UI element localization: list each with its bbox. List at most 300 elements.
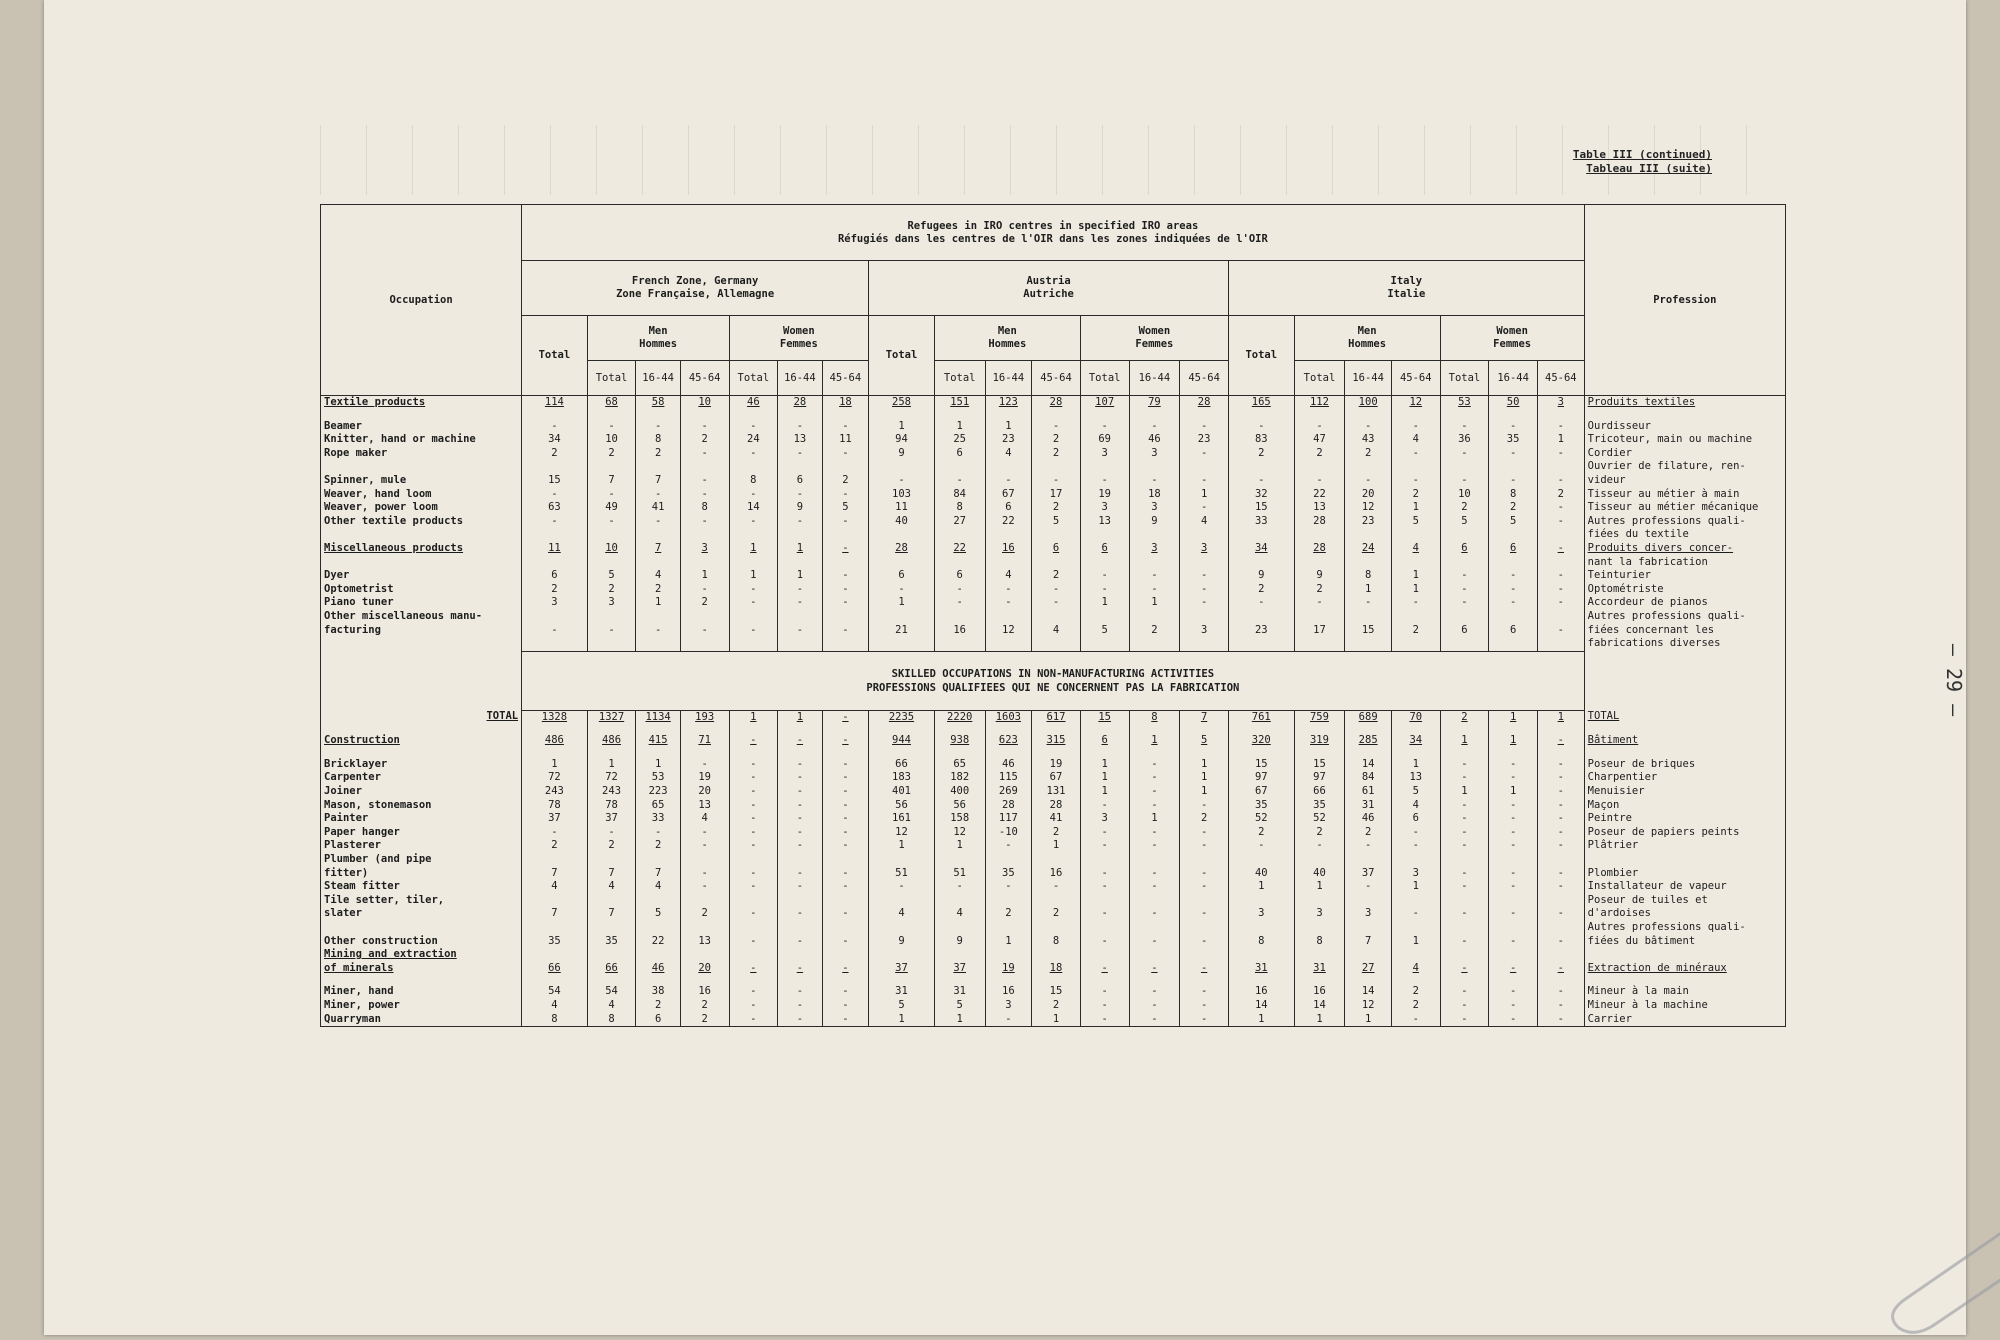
value-cell: 100 xyxy=(1345,396,1392,410)
value-cell xyxy=(1537,460,1584,474)
value-cell: 2 xyxy=(522,839,588,853)
occupation-cell xyxy=(321,1013,522,1027)
value-cell: 72 xyxy=(587,771,636,785)
value-cell xyxy=(729,975,778,985)
value-cell: 56 xyxy=(869,799,935,813)
value-cell xyxy=(778,410,822,420)
value-cell: 1 xyxy=(1129,734,1180,748)
value-cell xyxy=(1345,637,1392,651)
value-cell: -10 xyxy=(985,826,1032,840)
areas-title-fr: Réfugiés dans les centres de l'OIR dans les zones indiquées de l'OIR xyxy=(837,232,1268,245)
value-cell xyxy=(1228,921,1294,935)
value-cell xyxy=(934,921,985,935)
value-cell xyxy=(729,528,778,542)
value-cell: - xyxy=(1489,596,1538,610)
value-cell: 1 xyxy=(1294,1013,1345,1027)
occupation-label: fitter) xyxy=(324,866,369,879)
value-cell: - xyxy=(1489,583,1538,597)
value-cell: 24 xyxy=(1345,542,1392,556)
value-cell: - xyxy=(1489,420,1538,434)
subcol-header: Total xyxy=(934,361,985,396)
value-cell: 23 xyxy=(1180,433,1229,447)
value-cell: - xyxy=(1440,447,1489,461)
value-cell xyxy=(1228,410,1294,420)
occupation-cell xyxy=(321,921,522,935)
value-cell xyxy=(822,853,869,867)
value-cell: 617 xyxy=(1032,710,1081,724)
profession-cell xyxy=(1584,880,1785,894)
profession-cell xyxy=(1584,1013,1785,1027)
value-cell xyxy=(729,637,778,651)
value-cell: - xyxy=(587,515,636,529)
value-cell: 3 xyxy=(522,596,588,610)
value-cell xyxy=(1537,921,1584,935)
value-cell: 6 xyxy=(778,474,822,488)
value-cell: 165 xyxy=(1228,396,1294,410)
value-cell xyxy=(934,975,985,985)
value-cell: 22 xyxy=(985,515,1032,529)
table-row xyxy=(321,420,1786,434)
area-en: Italy xyxy=(1390,275,1423,287)
value-cell: 47 xyxy=(1294,433,1345,447)
value-cell xyxy=(778,460,822,474)
value-cell xyxy=(1032,410,1081,420)
value-cell: - xyxy=(778,812,822,826)
table-row xyxy=(321,724,1786,734)
value-cell xyxy=(822,921,869,935)
value-cell: - xyxy=(1489,907,1538,921)
occupation-cell xyxy=(321,880,522,894)
profession-label: Teinturier xyxy=(1587,569,1651,582)
value-cell xyxy=(778,853,822,867)
value-cell xyxy=(934,610,985,624)
value-cell: - xyxy=(729,596,778,610)
value-cell: 17 xyxy=(1032,488,1081,502)
value-cell xyxy=(1032,921,1081,935)
value-cell: - xyxy=(822,488,869,502)
value-cell: 22 xyxy=(934,542,985,556)
occupation-cell xyxy=(321,501,522,515)
value-cell: 14 xyxy=(1294,999,1345,1013)
value-cell: - xyxy=(729,515,778,529)
men-fr: Hommes xyxy=(988,338,1027,350)
profession-label: Bâtiment xyxy=(1587,734,1639,747)
profession-label: Maçon xyxy=(1587,798,1620,811)
value-cell: 1 xyxy=(1391,758,1440,772)
value-cell: 1 xyxy=(1440,785,1489,799)
value-cell xyxy=(522,894,588,908)
value-cell: 2 xyxy=(522,447,588,461)
value-cell: 53 xyxy=(1440,396,1489,410)
value-cell: - xyxy=(1080,474,1129,488)
value-cell xyxy=(1391,610,1440,624)
occupation-label: Weaver, hand loom xyxy=(324,487,432,500)
value-cell: 193 xyxy=(680,710,729,724)
table-row xyxy=(321,771,1786,785)
women-en: Women xyxy=(1138,325,1171,337)
value-cell xyxy=(1440,410,1489,420)
value-cell: - xyxy=(729,799,778,813)
value-cell xyxy=(1032,948,1081,962)
value-cell: - xyxy=(1537,962,1584,976)
value-cell: 27 xyxy=(934,515,985,529)
value-cell: - xyxy=(778,839,822,853)
subcol-header: Total xyxy=(1440,361,1489,396)
value-cell xyxy=(1180,528,1229,542)
value-cell: - xyxy=(729,1013,778,1027)
value-cell: - xyxy=(1180,569,1229,583)
value-cell: - xyxy=(1440,985,1489,999)
value-cell: - xyxy=(778,867,822,881)
value-cell: 6 xyxy=(1391,812,1440,826)
value-cell: 1 xyxy=(934,420,985,434)
occupation-label: Steam fitter xyxy=(324,880,400,893)
value-cell xyxy=(1228,724,1294,734)
occupation-cell xyxy=(321,610,522,624)
value-cell xyxy=(1228,948,1294,962)
value-cell xyxy=(1391,528,1440,542)
value-cell: - xyxy=(1440,596,1489,610)
value-cell: - xyxy=(1180,985,1229,999)
value-cell: 24 xyxy=(729,433,778,447)
value-cell xyxy=(934,460,985,474)
profession-label: nant la fabrication xyxy=(1587,555,1708,568)
value-cell: 19 xyxy=(1080,488,1129,502)
value-cell: 25 xyxy=(934,433,985,447)
value-cell: - xyxy=(729,935,778,949)
value-cell: 7 xyxy=(587,867,636,881)
occupation-label: Other miscellaneous manu- xyxy=(324,609,483,622)
value-cell xyxy=(869,948,935,962)
value-cell xyxy=(680,460,729,474)
value-cell: 2 xyxy=(985,907,1032,921)
value-cell: 4 xyxy=(587,880,636,894)
value-cell: 12 xyxy=(1391,396,1440,410)
occupation-label: Piano tuner xyxy=(324,596,394,609)
occupation-cell xyxy=(321,867,522,881)
value-cell: 18 xyxy=(822,396,869,410)
value-cell: 3 xyxy=(985,999,1032,1013)
value-cell: - xyxy=(1440,962,1489,976)
value-cell: 13 xyxy=(778,433,822,447)
value-cell xyxy=(1345,460,1392,474)
subcol-header: Total xyxy=(1294,361,1345,396)
profession-label: Tisseur au métier à main xyxy=(1587,487,1740,500)
table-row xyxy=(321,542,1786,556)
value-cell xyxy=(1489,748,1538,758)
value-cell: 28 xyxy=(869,542,935,556)
value-cell: 1 xyxy=(869,1013,935,1027)
value-cell: - xyxy=(822,758,869,772)
value-cell: 40 xyxy=(869,515,935,529)
value-cell: - xyxy=(636,488,680,502)
profession-cell xyxy=(1584,999,1785,1013)
subcol-header: 45-64 xyxy=(680,361,729,396)
subcol-header: Total xyxy=(587,361,636,396)
value-cell: 761 xyxy=(1228,710,1294,724)
value-cell xyxy=(1537,748,1584,758)
table-row xyxy=(321,1013,1786,1027)
value-cell xyxy=(729,410,778,420)
value-cell: 1 xyxy=(1537,710,1584,724)
value-cell xyxy=(869,410,935,420)
value-cell xyxy=(1440,460,1489,474)
value-cell: 7 xyxy=(636,474,680,488)
area-french-zone xyxy=(522,261,869,316)
value-cell xyxy=(729,853,778,867)
value-cell: - xyxy=(1294,474,1345,488)
value-cell xyxy=(680,528,729,542)
value-cell xyxy=(522,637,588,651)
value-cell: - xyxy=(1129,758,1180,772)
profession-cell xyxy=(1584,839,1785,853)
value-cell: 161 xyxy=(869,812,935,826)
value-cell: - xyxy=(1440,935,1489,949)
value-cell xyxy=(636,975,680,985)
value-cell: - xyxy=(1129,839,1180,853)
table-row xyxy=(321,962,1786,976)
value-cell: - xyxy=(778,999,822,1013)
value-cell: - xyxy=(729,962,778,976)
table-row xyxy=(321,907,1786,921)
profession-label: Poseur de briques xyxy=(1587,757,1696,770)
value-cell: - xyxy=(1129,907,1180,921)
value-cell: - xyxy=(778,758,822,772)
value-cell: 4 xyxy=(522,999,588,1013)
value-cell xyxy=(1080,556,1129,570)
value-cell: - xyxy=(1391,839,1440,853)
value-cell: 15 xyxy=(522,474,588,488)
value-cell: - xyxy=(1228,839,1294,853)
profession-cell xyxy=(1584,556,1785,570)
value-cell: 415 xyxy=(636,734,680,748)
value-cell xyxy=(1080,748,1129,758)
profession-label: fabrications diverses xyxy=(1587,637,1721,650)
men-en: Men xyxy=(648,325,668,337)
value-cell: 944 xyxy=(869,734,935,748)
value-cell: - xyxy=(1537,569,1584,583)
profession-cell xyxy=(1584,433,1785,447)
value-cell: 7 xyxy=(636,542,680,556)
value-cell: 41 xyxy=(636,501,680,515)
value-cell: 40 xyxy=(1228,867,1294,881)
value-cell: 1 xyxy=(1032,839,1081,853)
value-cell: 2 xyxy=(1294,583,1345,597)
value-cell: 68 xyxy=(587,396,636,410)
value-cell: 18 xyxy=(1032,962,1081,976)
profession-cell xyxy=(1584,474,1785,488)
value-cell xyxy=(985,748,1032,758)
value-cell: 19 xyxy=(1032,758,1081,772)
value-cell: - xyxy=(1129,474,1180,488)
value-cell: 1 xyxy=(1489,710,1538,724)
areas-title-en: Refugees in IRO centres in specified IRO areas xyxy=(907,219,1199,232)
men-en: Men xyxy=(997,325,1017,337)
value-cell xyxy=(522,948,588,962)
occupation-cell xyxy=(321,515,522,529)
value-cell: - xyxy=(1129,935,1180,949)
value-cell: - xyxy=(778,420,822,434)
value-cell: - xyxy=(822,569,869,583)
table-row xyxy=(321,583,1786,597)
value-cell: 65 xyxy=(636,799,680,813)
occupation-label: Other textile products xyxy=(324,514,464,527)
value-cell: 759 xyxy=(1294,710,1345,724)
value-cell: 115 xyxy=(985,771,1032,785)
value-cell: 1 xyxy=(636,758,680,772)
women-header xyxy=(729,316,869,361)
value-cell: 8 xyxy=(680,501,729,515)
value-cell: 2 xyxy=(1032,433,1081,447)
value-cell xyxy=(522,853,588,867)
value-cell xyxy=(822,748,869,758)
women-en: Women xyxy=(783,325,815,337)
value-cell: - xyxy=(1537,474,1584,488)
women-en: Women xyxy=(1496,325,1528,337)
value-cell: - xyxy=(1440,907,1489,921)
value-cell: 3 xyxy=(1294,907,1345,921)
table-row xyxy=(321,488,1786,502)
value-cell: 16 xyxy=(985,985,1032,999)
value-cell: 2 xyxy=(636,447,680,461)
value-cell: 3 xyxy=(1080,447,1129,461)
value-cell: 31 xyxy=(869,985,935,999)
profession-label: Extraction de minéraux xyxy=(1587,961,1727,974)
value-cell xyxy=(985,894,1032,908)
value-cell: 37 xyxy=(522,812,588,826)
value-cell: 1 xyxy=(522,758,588,772)
value-cell xyxy=(1391,637,1440,651)
profession-cell xyxy=(1584,637,1785,651)
caption-fr: Tableau III (suite) xyxy=(1586,162,1712,175)
occupation-label: Plumber (and pipe xyxy=(324,853,432,866)
value-cell: 2 xyxy=(1294,447,1345,461)
value-cell xyxy=(1032,556,1081,570)
value-cell: - xyxy=(1440,583,1489,597)
value-cell: 14 xyxy=(1228,999,1294,1013)
occupation-label: Mining and extraction xyxy=(324,948,457,961)
value-cell: 2 xyxy=(636,583,680,597)
band-right xyxy=(1584,651,1785,710)
value-cell xyxy=(680,894,729,908)
value-cell: 1 xyxy=(587,758,636,772)
value-cell xyxy=(1391,948,1440,962)
value-cell: - xyxy=(1440,569,1489,583)
table-row xyxy=(321,935,1786,949)
value-cell: - xyxy=(1489,447,1538,461)
profession-label: Ouvrier de filature, ren- xyxy=(1587,460,1746,473)
occupation-cell xyxy=(321,771,522,785)
subcol-header: Total xyxy=(1080,361,1129,396)
value-cell: - xyxy=(822,999,869,1013)
value-cell: - xyxy=(822,880,869,894)
value-cell: 623 xyxy=(985,734,1032,748)
subcol-header: 16-44 xyxy=(778,361,822,396)
value-cell xyxy=(522,748,588,758)
value-cell xyxy=(729,460,778,474)
value-cell: - xyxy=(1537,867,1584,881)
page-number: – 29 – xyxy=(1942,643,1966,717)
value-cell xyxy=(822,637,869,651)
value-cell xyxy=(729,748,778,758)
value-cell: - xyxy=(680,826,729,840)
value-cell: 5 xyxy=(934,999,985,1013)
value-cell: - xyxy=(729,785,778,799)
value-cell: - xyxy=(1537,583,1584,597)
profession-label: Carrier xyxy=(1587,1012,1632,1025)
value-cell: - xyxy=(822,596,869,610)
value-cell xyxy=(1537,724,1584,734)
value-cell xyxy=(1129,556,1180,570)
value-cell: 28 xyxy=(1180,396,1229,410)
value-cell: - xyxy=(1345,596,1392,610)
value-cell: - xyxy=(1032,880,1081,894)
value-cell xyxy=(778,894,822,908)
value-cell xyxy=(587,460,636,474)
value-cell: 1 xyxy=(1391,569,1440,583)
document-page xyxy=(44,0,1966,1335)
value-cell: - xyxy=(680,880,729,894)
value-cell: - xyxy=(1537,799,1584,813)
value-cell: 23 xyxy=(1345,515,1392,529)
value-cell: - xyxy=(822,447,869,461)
value-cell xyxy=(1032,610,1081,624)
value-cell: 28 xyxy=(985,799,1032,813)
value-cell: 1 xyxy=(1180,785,1229,799)
value-cell xyxy=(985,460,1032,474)
value-cell: - xyxy=(522,515,588,529)
women-header xyxy=(1080,316,1228,361)
value-cell: - xyxy=(822,515,869,529)
value-cell xyxy=(636,637,680,651)
value-cell: 1 xyxy=(1180,488,1229,502)
value-cell xyxy=(1537,528,1584,542)
value-cell xyxy=(1032,853,1081,867)
value-cell: - xyxy=(1080,907,1129,921)
value-cell: 7 xyxy=(587,907,636,921)
profession-cell xyxy=(1584,921,1785,935)
value-cell: 2 xyxy=(1032,826,1081,840)
value-cell: 31 xyxy=(934,985,985,999)
value-cell: 1 xyxy=(729,569,778,583)
value-cell xyxy=(1228,610,1294,624)
value-cell: - xyxy=(1129,985,1180,999)
value-cell: - xyxy=(729,812,778,826)
occupation-cell xyxy=(321,556,522,570)
value-cell: - xyxy=(1129,771,1180,785)
area-en: French Zone, Germany xyxy=(631,275,759,287)
occupation-cell xyxy=(321,474,522,488)
value-cell: 46 xyxy=(1129,433,1180,447)
value-cell xyxy=(934,948,985,962)
value-cell: 2220 xyxy=(934,710,985,724)
value-cell xyxy=(985,724,1032,734)
value-cell: 1 xyxy=(729,542,778,556)
value-cell: 36 xyxy=(1440,433,1489,447)
value-cell: - xyxy=(680,867,729,881)
value-cell: 1 xyxy=(1391,880,1440,894)
subcol-header: 16-44 xyxy=(636,361,680,396)
value-cell: 1 xyxy=(1080,596,1129,610)
value-cell: - xyxy=(680,420,729,434)
value-cell: - xyxy=(985,474,1032,488)
value-cell: 1 xyxy=(1228,880,1294,894)
value-cell: 33 xyxy=(636,812,680,826)
value-cell: - xyxy=(1180,447,1229,461)
value-cell: 3 xyxy=(587,596,636,610)
occupation-cell xyxy=(321,724,522,734)
value-cell: 41 xyxy=(1032,812,1081,826)
